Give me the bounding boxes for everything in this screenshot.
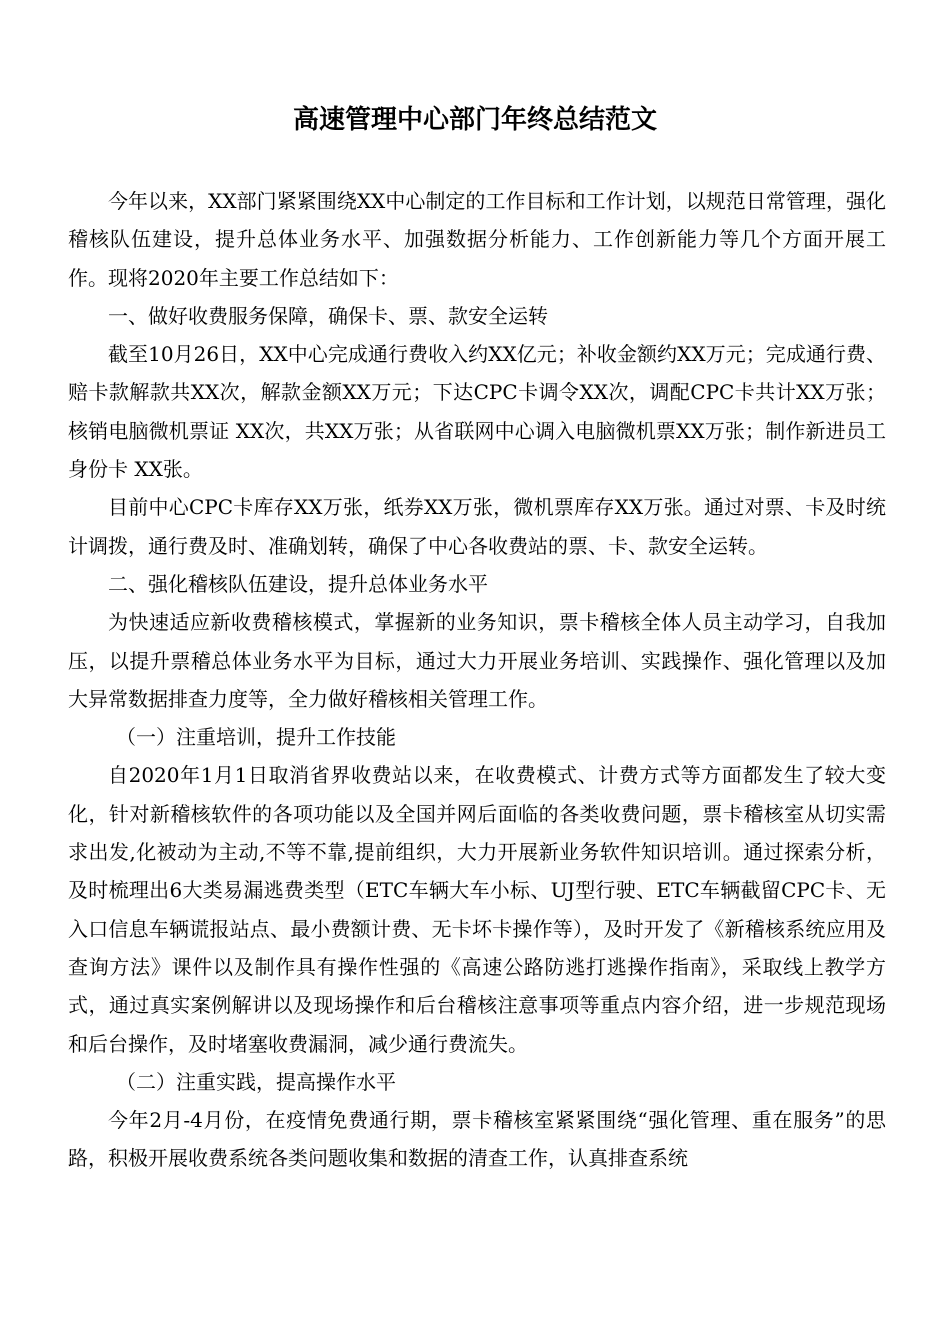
intro-paragraph: 今年以来，XX部门紧紧围绕XX中心制定的工作目标和工作计划，以规范日常管理，强化稽核队伍建设，提升总体业务水平、加强数据分析能力、工作创新能力等几个方面开展工作。现将2020年主要工作总结如下：: [68, 189, 886, 290]
section-2-paragraph-1: 为快速适应新收费稽核模式，掌握新的业务知识，票卡稽核全体人员主动学习，自我加压，以提升票稽总体业务水平为目标，通过大力开展业务培训、实践操作、强化管理以及加大异常数据排查力度等，全力做好稽核相关管理工作。: [68, 610, 886, 711]
subsection-1-paragraph: 自2020年1月1日取消省界收费站以来，在收费模式、计费方式等方面都发生了较大变化，针对新稽核软件的各项功能以及全国并网后面临的各类收费问题，票卡稽核室从切实需求出发,化被动为主动,不等不靠,提前组织，大力开展新业务软件知识培训。通过探索分析，及时梳理出6大类易漏逃费类型（ETC车辆大车小标、UJ型行驶、ETC车辆截留CPC卡、无入口信息车辆谎报站点、最小费额计费、无卡坏卡操作等），及时开发了《新稽核系统应用及查询方法》课件以及制作具有操作性强的《高速公路防逃打逃操作指南》，采取线上教学方式，通过真实案例解讲以及现场操作和后台稽核注意事项等重点内容介绍，进一步规范现场和后台操作，及时堵塞收费漏洞，减少通行费流失。: [68, 763, 886, 1056]
section-1-paragraph-2: 目前中心CPC卡库存XX万张，纸券XX万张，微机票库存XX万张。通过对票、卡及时统计调拨，通行费及时、准确划转，确保了中心各收费站的票、卡、款安全运转。: [68, 495, 886, 558]
subsection-heading-2: （二）注重实践，提高操作水平: [116, 1069, 396, 1094]
document-title: 高速管理中心部门年终总结范文: [292, 105, 657, 135]
section-1-paragraph-1: 截至10月26日，XX中心完成通行费收入约XX亿元；补收金额约XX万元；完成通行费、赔卡款解款共XX次，解款金额XX万元；下达CPC卡调令XX次，调配CPC卡共计XX万张；核销电脑微机票证 XX次，共XX万张；从省联网中心调入电脑微机票XX万张；制作新进员工身份卡 XX张。: [68, 342, 886, 482]
section-heading-2: 二、强化稽核队伍建设，提升总体业务水平: [108, 571, 488, 596]
section-heading-1: 一、做好收费服务保障，确保卡、票、款安全运转: [108, 303, 548, 328]
subsection-2-paragraph: 今年2月-4月份，在疫情免费通行期，票卡稽核室紧紧围绕“强化管理、重在服务”的思路，积极开展收费系统各类问题收集和数据的清查工作，认真排查系统: [68, 1108, 886, 1171]
document-body: [68, 182, 886, 1178]
subsection-heading-1: （一）注重培训，提升工作技能: [116, 725, 396, 750]
